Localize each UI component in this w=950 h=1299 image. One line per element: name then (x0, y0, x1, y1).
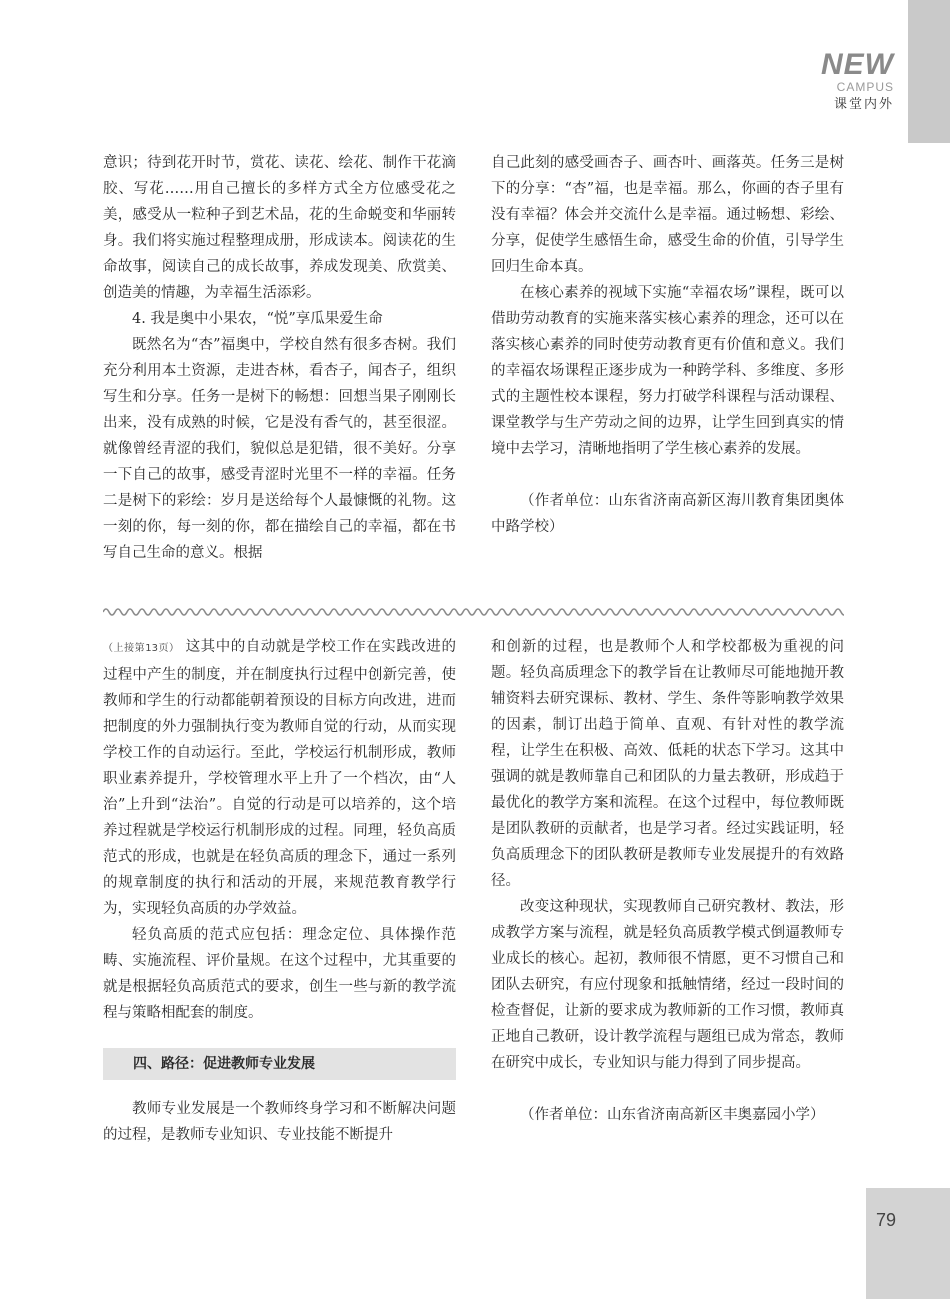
author-affiliation: （作者单位：山东省济南高新区海川教育集团奥体中路学校） (491, 493, 844, 535)
author-affiliation: （作者单位：山东省济南高新区丰奥嘉园小学） (520, 1107, 825, 1123)
paragraph: 轻负高质的范式应包括：理念定位、具体操作范畴、实施流程、评价量规。在这个过程中，尤其重要的就是根据轻负高质范式的要求，创生一些与新的教学流程与策略相配套的制度。 (103, 927, 456, 1021)
sidebar-tab-bottom (866, 1188, 950, 1299)
subheading: 4. 我是奥中小果农，“悦”享瓜果爱生命 (132, 311, 383, 327)
top-column-right (491, 150, 844, 540)
header-campus-label: CAMPUS (836, 80, 894, 94)
spacer (491, 462, 844, 488)
page-number: 79 (875, 1210, 897, 1230)
wave-divider (103, 604, 844, 620)
paragraph: 和创新的过程，也是教师个人和学校都极为重视的问题。轻负高质理念下的教学旨在让教师尽可能地抛开教辅资料去研究课标、教材、学生、条件等影响教学效果的因素，制订出趋于简单、直观、有针对性的教学流程，让学生在积极、高效、低耗的状态下学习。这其中强调的就是教师靠自己和团队的力量去教研，形成趋于最优化的教学方案和流程。在这个过程中，每位教师既是团队教研的贡献者，也是学习者。经过实践证明，轻负高质理念下的团队教研是教师专业发展提升的有效路径。 (491, 639, 844, 889)
continued-from-note: （上接第13页） (103, 643, 180, 654)
paragraph-text: 这其中的自动就是学校工作在实践改进的过程中产生的制度，并在制度执行过程中创新完善，使教师和学生的行动都能朝着预设的目标方向改进，进而把制度的外力强制执行变为教师自觉的行动，从而实现学校工作的自动运行。至此，学校运行机制形成，教师职业素养提升，学校管理水平上升了一个档次，由“人治”上升到“法治”。自觉的行动是可以培养的，这个培养过程就是学校运行机制形成的过程。同理，轻负高质范式的形成，也就是在轻负高质的理念下，通过一系列的规章制度的执行和活动的开展，来规范教育教学行为，实现轻负高质的办学效益。 (103, 639, 456, 917)
header-new-logo: NEW (821, 48, 894, 81)
paragraph: 改变这种现状，实现教师自己研究教材、教法，形成教学方案与流程，就是轻负高质教学模式倒逼教师专业成长的核心。起初，教师很不情愿，更不习惯自己和团队去研究，有应付现象和抵触情绪，经过一段时间的检查督促，让新的要求成为教师新的工作习惯，教师真正地自己教研，设计教学流程与题组已成为常态，教师在研究中成长，专业知识与能力得到了同步提高。 (491, 899, 844, 1071)
section-heading: 四、路径：促进教师专业发展 (103, 1048, 456, 1080)
paragraph (103, 634, 456, 922)
paragraph: 意识；待到花开时节，赏花、读花、绘花、制作干花滴胶、写花……用自己擅长的多样方式全方位感受花之美，感受从一粒种子到艺术品，花的生命蜕变和华丽转身。我们将实施过程整理成册，形成读本。阅读花的生命故事，阅读自己的成长故事，养成发现美、欣赏美、创造美的情趣，为幸福生活添彩。 (103, 155, 456, 301)
paragraph: 既然名为“杏”福奥中，学校自然有很多杏树。我们充分利用本土资源，走进杏林，看杏子，闻杏子，组织写生和分享。任务一是树下的畅想：回想当果子刚刚长出来，没有成熟的时候，它是没有香气的，甚至很涩。就像曾经青涩的我们，貌似总是犯错，很不美好。分享一下自己的故事，感受青涩时光里不一样的幸福。任务二是树下的彩绘：岁月是送给每个人最慷慨的礼物。这一刻的你，每一刻的你，都在描绘自己的幸福，都在书写自己生命的意义。根据 (103, 337, 456, 561)
paragraph: 教师专业发展是一个教师终身学习和不断解决问题的过程，是教师专业知识、专业技能不断提升 (103, 1101, 456, 1143)
page-header (821, 50, 894, 116)
paragraph: 在核心素养的视域下实施“幸福农场”课程，既可以借助劳动教育的实施来落实核心素养的理念，还可以在落实核心素养的同时使劳动教育更有价值和意义。我们的幸福农场课程正逐步成为一种跨学科、多维度、多形式的主题性校本课程，努力打破学科课程与活动课程、课堂教学与生产劳动之间的边界，让学生回到真实的情境中去学习，清晰地指明了学生核心素养的发展。 (491, 285, 844, 457)
bottom-column-right (491, 634, 844, 1128)
header-section-title: 课堂内外 (833, 97, 894, 112)
bottom-column-left (103, 634, 456, 1148)
spacer (491, 1076, 844, 1102)
top-column-left (103, 150, 456, 566)
paragraph: 自己此刻的感受画杏子、画杏叶、画落英。任务三是树下的分享：“杏”福，也是幸福。那么，你画的杏子里有没有幸福？体会并交流什么是幸福。通过畅想、彩绘、分享，促使学生感悟生命，感受生命的价值，引导学生回归生命本真。 (491, 155, 844, 275)
sidebar-tab-top (908, 0, 950, 143)
